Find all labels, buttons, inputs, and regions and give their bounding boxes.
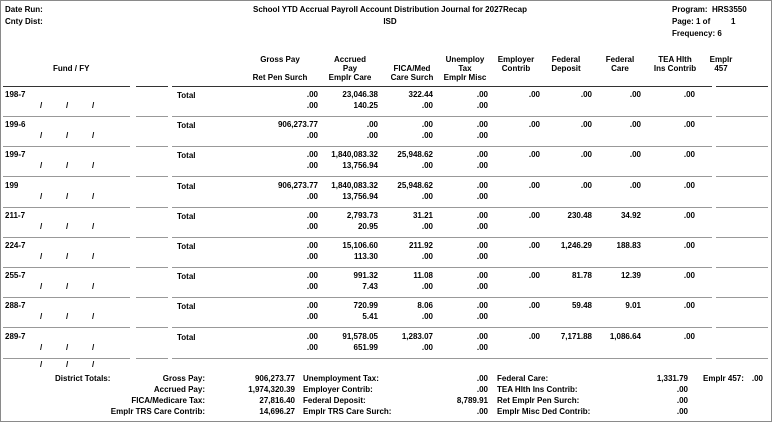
cell-value: .00 — [476, 312, 488, 321]
cell-value: .00 — [683, 332, 695, 341]
col-federal-care: Federal Care — [605, 55, 635, 73]
cell-value: .00 — [476, 131, 488, 140]
row-rule — [136, 297, 168, 298]
cell-value: 59.48 — [571, 301, 592, 310]
cell-value: .00 — [528, 120, 540, 129]
row-rule — [172, 116, 712, 117]
page-label: Page: 1 of — [672, 17, 711, 26]
row-rule — [3, 116, 130, 117]
cnty-dist-label: Cnty Dist: — [5, 17, 43, 26]
col-fica-med: FICA/Med Care Surch — [390, 64, 434, 82]
cell-value: .00 — [476, 241, 488, 250]
total-label: Employer Contrib: — [303, 385, 373, 394]
total-value: 1,974,320.39 — [248, 385, 295, 394]
cell-value: .00 — [683, 211, 695, 220]
total-label: FICA/Medicare Tax: — [131, 396, 205, 405]
total-value: .00 — [476, 374, 488, 383]
cell-value: .00 — [306, 222, 318, 231]
cell-value: 230.48 — [567, 211, 592, 220]
fund-code: 199 — [5, 181, 19, 190]
cell-value: .00 — [476, 271, 488, 280]
cell-value: .00 — [306, 131, 318, 140]
row-rule — [716, 116, 768, 117]
cell-value: .00 — [683, 181, 695, 190]
row-rule — [716, 146, 768, 147]
cell-value: .00 — [476, 282, 488, 291]
cell-value: .00 — [476, 181, 488, 190]
cell-value: 31.21 — [412, 211, 433, 220]
cell-value: 5.41 — [362, 312, 378, 321]
cell-value: .00 — [629, 120, 641, 129]
cell-value: .00 — [629, 181, 641, 190]
total-value: .00 — [676, 385, 688, 394]
cell-value: .00 — [306, 241, 318, 250]
cell-value: 1,086.64 — [609, 332, 641, 341]
cell-value: .00 — [306, 192, 318, 201]
cell-value: .00 — [306, 90, 318, 99]
total-label: Emplr TRS Care Contrib: — [110, 407, 205, 416]
cell-value: 322.44 — [408, 90, 433, 99]
cell-value: 13,756.94 — [342, 192, 378, 201]
cell-value: .00 — [421, 120, 433, 129]
cell-value: .00 — [629, 90, 641, 99]
cell-value: 906,273.77 — [277, 181, 318, 190]
total-label: Total — [177, 121, 196, 130]
fy-slashes: / / / — [40, 312, 95, 321]
total-value: 8,789.91 — [456, 396, 488, 405]
total-label: Total — [177, 242, 196, 251]
cell-value: 11.08 — [413, 271, 433, 280]
row-rule — [716, 327, 768, 328]
cell-value: 20.95 — [357, 222, 378, 231]
cell-value: .00 — [476, 222, 488, 231]
emplr-457-label: Emplr 457: — [703, 374, 744, 383]
cell-value: .00 — [476, 161, 488, 170]
cell-value: 140.25 — [353, 101, 378, 110]
row-rule — [172, 327, 712, 328]
header-rule — [172, 86, 712, 87]
cell-value: .00 — [528, 271, 540, 280]
cell-value: .00 — [683, 90, 695, 99]
fund-code: 199-6 — [5, 120, 26, 129]
row-rule — [3, 358, 130, 359]
cell-value: 25,948.62 — [397, 150, 433, 159]
cell-value: 906,273.77 — [277, 120, 318, 129]
row-rule — [136, 116, 168, 117]
cell-value: .00 — [306, 161, 318, 170]
fund-code: 211-7 — [5, 211, 26, 220]
row-rule — [716, 358, 768, 359]
cell-value: 113.30 — [353, 252, 378, 261]
cell-value: .00 — [476, 120, 488, 129]
program-label: Program: — [672, 5, 708, 14]
cell-value: .00 — [476, 90, 488, 99]
total-label: Total — [177, 302, 196, 311]
cell-value: .00 — [580, 90, 592, 99]
cell-value: .00 — [476, 343, 488, 352]
cell-value: 12.39 — [620, 271, 641, 280]
row-rule — [716, 297, 768, 298]
fund-code: 198-7 — [5, 90, 26, 99]
fy-slashes: / / / — [40, 360, 95, 369]
cell-value: 9.01 — [625, 301, 641, 310]
row-rule — [136, 237, 168, 238]
header-rule — [136, 86, 168, 87]
cell-value: 991.32 — [353, 271, 378, 280]
row-rule — [716, 237, 768, 238]
cell-value: 1,840,083.32 — [331, 181, 378, 190]
row-rule — [172, 237, 712, 238]
page-total: 1 — [731, 17, 736, 26]
cell-value: .00 — [683, 120, 695, 129]
cell-value: .00 — [421, 252, 433, 261]
cell-value: .00 — [366, 120, 378, 129]
fy-slashes: / / / — [40, 222, 95, 231]
cell-value: .00 — [421, 222, 433, 231]
fy-slashes: / / / — [40, 282, 95, 291]
report-subtitle: ISD — [383, 17, 397, 26]
cell-value: 23,046.38 — [342, 90, 378, 99]
cell-value: .00 — [306, 312, 318, 321]
cell-value: .00 — [306, 150, 318, 159]
col-accrued-pay: Accrued Pay Emplr Care — [328, 55, 372, 82]
row-rule — [3, 207, 130, 208]
row-rule — [3, 237, 130, 238]
total-value: .00 — [676, 396, 688, 405]
cell-value: 1,283.07 — [401, 332, 433, 341]
total-label: Total — [177, 91, 196, 100]
cell-value: .00 — [476, 252, 488, 261]
row-rule — [136, 176, 168, 177]
total-value: 27,816.40 — [259, 396, 295, 405]
cell-value: 34.92 — [620, 211, 641, 220]
cell-value: .00 — [421, 101, 433, 110]
col-emplr-457: Emplr 457 — [709, 55, 733, 73]
fund-code: 255-7 — [5, 271, 26, 280]
fy-slashes: / / / — [40, 101, 95, 110]
cell-value: 2,793.73 — [346, 211, 378, 220]
cell-value: .00 — [476, 211, 488, 220]
col-federal-deposit: Federal Deposit — [551, 55, 581, 73]
row-rule — [3, 327, 130, 328]
total-label: Total — [177, 333, 196, 342]
fund-code: 288-7 — [5, 301, 26, 310]
cell-value: 25,948.62 — [397, 181, 433, 190]
total-label: Gross Pay: — [162, 374, 205, 383]
total-label: Ret Emplr Pen Surch: — [497, 396, 580, 405]
row-rule — [716, 207, 768, 208]
cell-value: .00 — [528, 241, 540, 250]
total-value: 906,273.77 — [254, 374, 295, 383]
row-rule — [3, 297, 130, 298]
cell-value: 13,756.94 — [342, 161, 378, 170]
row-rule — [172, 207, 712, 208]
cell-value: .00 — [580, 181, 592, 190]
col-unemploy: Unemploy Tax Emplr Misc — [443, 55, 487, 82]
row-rule — [172, 146, 712, 147]
district-totals-heading: District Totals: — [55, 374, 111, 383]
report-title: School YTD Accrual Payroll Account Distribution Journal for 2027Recap — [253, 5, 527, 14]
total-label: Unemployment Tax: — [303, 374, 379, 383]
cell-value: .00 — [421, 282, 433, 291]
row-rule — [172, 267, 712, 268]
cell-value: 188.83 — [616, 241, 641, 250]
cell-value: .00 — [421, 131, 433, 140]
cell-value: .00 — [306, 101, 318, 110]
cell-value: 651.99 — [353, 343, 378, 352]
cell-value: .00 — [580, 150, 592, 159]
cell-value: .00 — [476, 150, 488, 159]
cell-value: .00 — [421, 192, 433, 201]
fund-code: 224-7 — [5, 241, 26, 250]
cell-value: .00 — [683, 241, 695, 250]
cell-value: .00 — [683, 301, 695, 310]
total-label: Accrued Pay: — [153, 385, 205, 394]
cell-value: .00 — [306, 343, 318, 352]
row-rule — [172, 358, 712, 359]
date-run-label: Date Run: — [5, 5, 43, 14]
total-label: Federal Care: — [497, 374, 549, 383]
cell-value: .00 — [528, 332, 540, 341]
row-rule — [3, 267, 130, 268]
col-fund-fy: Fund / FY — [53, 64, 90, 73]
cell-value: .00 — [476, 192, 488, 201]
cell-value: 81.78 — [571, 271, 592, 280]
total-value: 1,331.79 — [656, 374, 688, 383]
cell-value: .00 — [528, 211, 540, 220]
col-gross-pay: Gross Pay Ret Pen Surch — [252, 55, 308, 82]
cell-value: 1,246.29 — [560, 241, 592, 250]
fy-slashes: / / / — [40, 161, 95, 170]
cell-value: 7.43 — [362, 282, 378, 291]
fy-slashes: / / / — [40, 131, 95, 140]
cell-value: .00 — [528, 181, 540, 190]
cell-value: .00 — [306, 282, 318, 291]
cell-value: .00 — [476, 332, 488, 341]
cell-value: .00 — [528, 150, 540, 159]
total-value: .00 — [476, 385, 488, 394]
total-label: Total — [177, 272, 196, 281]
row-rule — [3, 176, 130, 177]
total-label: TEA Hlth Ins Contrib: — [497, 385, 578, 394]
col-tea-hlth: TEA Hlth Ins Contrib — [653, 55, 697, 73]
total-label: Total — [177, 151, 196, 160]
cell-value: 720.99 — [353, 301, 378, 310]
cell-value: .00 — [306, 271, 318, 280]
total-label: Total — [177, 182, 196, 191]
row-rule — [136, 267, 168, 268]
header-rule — [716, 86, 768, 87]
row-rule — [136, 207, 168, 208]
total-label: Total — [177, 212, 196, 221]
fy-slashes: / / / — [40, 192, 95, 201]
fund-code: 289-7 — [5, 332, 26, 341]
total-label: Emplr TRS Care Surch: — [303, 407, 392, 416]
frequency: Frequency: 6 — [672, 29, 722, 38]
cell-value: .00 — [683, 150, 695, 159]
row-rule — [172, 176, 712, 177]
cell-value: .00 — [306, 332, 318, 341]
fy-slashes: / / / — [40, 343, 95, 352]
row-rule — [136, 358, 168, 359]
row-rule — [136, 146, 168, 147]
cell-value: .00 — [306, 211, 318, 220]
cell-value: .00 — [306, 252, 318, 261]
col-employer-contrib: Employer Contrib — [497, 55, 535, 73]
cell-value: .00 — [580, 120, 592, 129]
cell-value: .00 — [366, 131, 378, 140]
cell-value: .00 — [476, 101, 488, 110]
cell-value: 1,840,083.32 — [331, 150, 378, 159]
row-rule — [136, 327, 168, 328]
cell-value: .00 — [421, 312, 433, 321]
total-label: Emplr Misc Ded Contrib: — [497, 407, 591, 416]
cell-value: .00 — [421, 161, 433, 170]
cell-value: .00 — [306, 301, 318, 310]
row-rule — [716, 267, 768, 268]
total-value: .00 — [476, 407, 488, 416]
cell-value: 15,106.60 — [342, 241, 378, 250]
fund-code: 199-7 — [5, 150, 26, 159]
cell-value: .00 — [683, 271, 695, 280]
row-rule — [172, 297, 712, 298]
total-label: Federal Deposit: — [303, 396, 366, 405]
cell-value: 8.06 — [417, 301, 433, 310]
cell-value: .00 — [528, 90, 540, 99]
cell-value: 91,578.05 — [342, 332, 378, 341]
row-rule — [3, 146, 130, 147]
fy-slashes: / / / — [40, 252, 95, 261]
total-value: 14,696.27 — [259, 407, 295, 416]
cell-value: .00 — [528, 301, 540, 310]
program-value: HRS3550 — [712, 5, 747, 14]
emplr-457-value: .00 — [751, 374, 763, 383]
row-rule — [716, 176, 768, 177]
cell-value: 211.92 — [408, 241, 433, 250]
cell-value: .00 — [629, 150, 641, 159]
cell-value: .00 — [476, 301, 488, 310]
total-value: .00 — [676, 407, 688, 416]
cell-value: .00 — [421, 343, 433, 352]
cell-value: 7,171.88 — [560, 332, 592, 341]
header-rule — [3, 86, 130, 87]
